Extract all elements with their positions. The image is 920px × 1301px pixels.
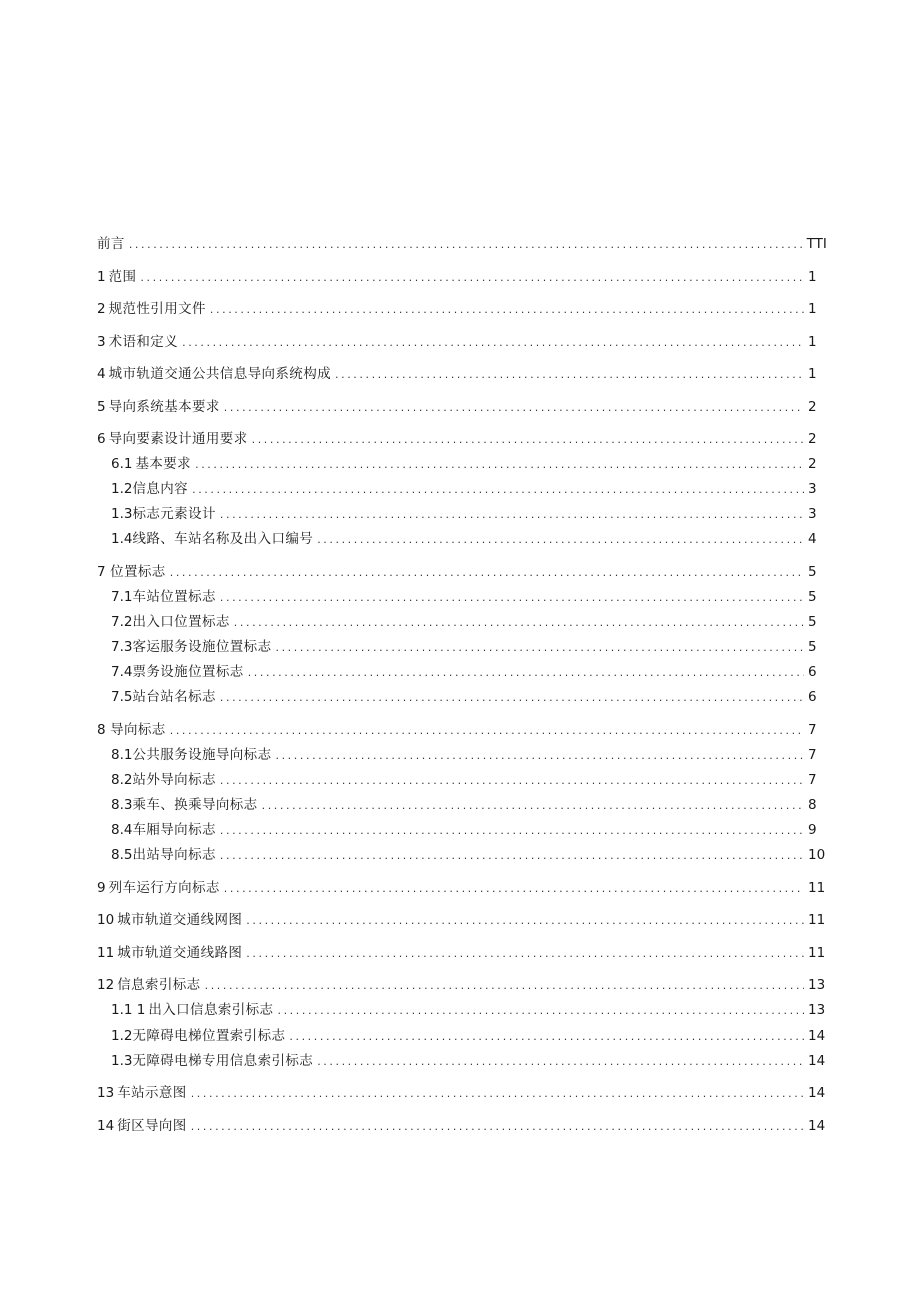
toc-entry-number: 7.5 [111,689,133,706]
dot-leader [220,848,804,864]
toc-entry-title: 导向标志 [110,721,166,738]
toc-entry-title: 列车运行方向标志 [108,879,220,896]
dot-leader [224,881,804,897]
toc-entry-title: 信息索引标志 [117,977,201,994]
toc-entry-page: 13 [808,1002,826,1019]
dot-leader [191,1086,804,1102]
toc-entry-number: 7.2 [111,614,133,631]
toc-entry-title: 前言 [97,236,125,252]
dot-leader [170,565,804,581]
toc-entry-number: 1.4 [111,531,133,548]
dot-leader [170,723,804,739]
toc-entry-page: 11 [808,879,826,896]
toc-entry-page: 13 [808,977,826,994]
toc-entry-number: 8.2 [111,772,133,789]
toc-entry-title: 无障碍电梯位置索引标志 [132,1027,286,1044]
toc-entry-number: 4 [97,366,106,382]
toc-entry-page: 1 [808,333,817,350]
dot-leader [246,946,804,962]
dot-leader [220,773,804,789]
toc-entry-page: 3 [808,506,817,523]
toc-entry[interactable] [97,334,816,350]
toc-entry-title: 车厢导向标志 [132,822,216,839]
toc-entry-number: 6 [97,431,106,447]
toc-entry-number: 1.3 [111,1052,133,1069]
toc-entry-title: 信息内容 [132,481,189,498]
dot-leader [262,798,804,814]
toc-entry-title: 导向系统基本要求 [108,398,220,415]
dot-leader [246,913,804,929]
toc-entry-number: 8.5 [111,847,133,864]
toc-entry-number: 7.3 [111,639,133,656]
toc-entry-title: 导向要素设计通用要求 [108,431,248,447]
toc-entry-page: 5 [808,614,817,631]
dot-leader [335,367,804,383]
toc-entry-title: 范围 [108,268,137,285]
toc-entry-page: 1 [808,301,817,317]
dot-leader [289,1029,804,1045]
toc-entry-page: 14 [808,1052,826,1069]
toc-entry[interactable] [97,1027,826,1044]
toc-entry-title: 出入口信息索引标志 [148,1002,274,1019]
toc-entry-page: 4 [808,531,817,548]
toc-entry[interactable] [97,847,826,864]
toc-entry[interactable] [97,879,826,896]
toc-entry-title: 乘车、换乘导向标志 [132,797,258,814]
toc-entry[interactable] [97,1052,826,1069]
dot-leader [220,823,804,839]
toc-entry-title: 车站位置标志 [132,588,216,605]
toc-entry-page: 11 [808,944,826,961]
toc-entry-title: 站台站名标志 [132,689,216,706]
toc-entry-title: 车站示意图 [117,1085,187,1102]
toc-entry-number: 10 [97,912,115,929]
toc-entry[interactable] [97,301,816,317]
toc-entry-title: 票务设施位置标志 [132,664,244,681]
toc-entry-number: 7 [97,563,106,580]
dot-leader [220,590,804,606]
dot-leader [317,532,804,548]
toc-entry-number: 14 [97,1117,115,1134]
toc-entry-page: 9 [808,822,817,839]
toc-entry-title: 位置标志 [110,563,166,580]
toc-entry-title: 城市轨道交通线网图 [117,912,243,929]
toc-entry[interactable] [97,797,816,813]
toc-entry-title: 无障碍电梯专用信息索引标志 [132,1052,314,1069]
toc-entry-number: 5 [97,398,106,415]
toc-entry[interactable] [97,366,816,382]
toc-entry-title: 城市轨道交通线路图 [117,944,243,961]
dot-leader [234,615,804,631]
toc-entry-page: 1 [808,268,817,285]
toc-entry-page: 7 [808,772,817,789]
dot-leader [182,335,804,351]
toc-entry[interactable] [97,664,816,680]
toc-entry[interactable] [97,822,816,838]
toc-entry-title: 公共服务设施导向标志 [132,746,272,763]
toc-entry-page: 8 [808,797,817,814]
toc-entry-number: 2 [97,301,106,317]
toc-entry-page: 7 [808,721,817,738]
toc-entry[interactable] [97,456,816,472]
toc-entry[interactable] [97,1002,826,1019]
toc-entry[interactable] [97,531,816,547]
toc-entry-title: 线路、车站名称及出入口编号 [132,531,314,548]
toc-entry-number: 8.4 [111,822,133,839]
toc-entry-page: 10 [808,847,826,864]
toc-entry-page: TTI [806,236,827,252]
table-of-contents [97,236,827,1134]
dot-leader [220,507,804,523]
toc-entry[interactable] [97,689,816,705]
dot-leader [140,270,804,286]
toc-entry[interactable] [97,506,816,522]
toc-entry-title: 站外导向标志 [132,772,216,789]
toc-entry-number: 8.3 [111,797,133,814]
toc-entry-page: 14 [808,1027,826,1044]
toc-entry-number: 9 [97,879,106,896]
toc-entry[interactable] [97,236,827,252]
toc-entry-title: 基本要求 [135,456,192,473]
toc-entry-number: 1.2 [111,1027,133,1044]
toc-entry-page: 7 [808,746,817,763]
toc-entry-title: 标志元素设计 [132,506,216,523]
toc-entry-number: 6.1 [111,456,133,473]
toc-entry[interactable] [97,564,816,580]
dot-leader [195,457,804,473]
toc-entry[interactable] [97,722,816,738]
dot-leader [277,1003,804,1019]
toc-entry-title: 术语和定义 [108,333,179,350]
toc-entry[interactable] [97,431,816,447]
dot-leader [275,640,804,656]
toc-entry-title: 街区导向图 [117,1117,187,1134]
toc-entry-title: 出入口位置标志 [132,614,230,631]
toc-entry-number: 7.1 [111,588,133,605]
dot-leader [275,748,804,764]
toc-entry[interactable] [97,772,816,788]
toc-entry-page: 14 [808,1085,826,1102]
toc-entry-page: 6 [808,689,817,706]
dot-leader [224,400,804,416]
toc-entry-number: 8 [97,721,106,738]
toc-entry-number: 3 [97,333,106,350]
toc-entry[interactable] [97,1085,826,1102]
toc-entry-page: 2 [808,456,817,473]
toc-entry-page: 5 [808,563,817,580]
toc-entry-title: 城市轨道交通公共信息导向系统构成 [108,366,331,382]
toc-entry-page: 11 [808,912,826,929]
toc-entry-title: 客运服务设施位置标志 [132,639,272,656]
toc-entry-number: 11 [97,944,115,961]
toc-entry[interactable] [97,912,826,929]
toc-entry-number: 12 [97,977,115,994]
toc-entry-number: 8.1 [111,746,133,763]
toc-entry-page: 2 [808,398,817,415]
toc-entry-page: 3 [808,481,817,498]
toc-entry-page: 6 [808,664,817,681]
dot-leader [248,665,804,681]
dot-leader [317,1054,804,1070]
toc-entry[interactable] [97,944,826,961]
toc-entry-number: 1.2 [111,481,133,498]
toc-entry[interactable] [97,1117,826,1134]
toc-entry-number: 1.1 1 [111,1002,146,1019]
toc-entry-title: 规范性引用文件 [108,301,206,317]
toc-entry-page: 2 [808,431,817,447]
toc-entry[interactable] [97,747,816,763]
toc-entry-number: 1.3 [111,506,133,523]
dot-leader [210,302,804,318]
toc-entry-page: 1 [808,366,817,382]
dot-leader [192,482,804,498]
toc-entry[interactable] [97,639,816,655]
toc-entry[interactable] [97,589,816,605]
toc-entry-number: 1 [97,268,106,285]
toc-entry[interactable] [97,614,816,630]
toc-entry-number: 13 [97,1085,115,1102]
dot-leader [220,690,804,706]
toc-entry-number: 7.4 [111,664,133,681]
toc-entry-title: 出站导向标志 [132,847,216,864]
toc-entry-page: 5 [808,588,817,605]
dot-leader [129,237,803,253]
dot-leader [252,432,804,448]
toc-entry[interactable] [97,399,816,415]
toc-entry[interactable] [97,481,816,497]
dot-leader [205,978,804,994]
toc-entry[interactable] [97,269,816,285]
dot-leader [191,1119,804,1135]
toc-entry[interactable] [97,977,826,994]
toc-entry-page: 5 [808,639,817,656]
toc-entry-page: 14 [808,1117,826,1134]
